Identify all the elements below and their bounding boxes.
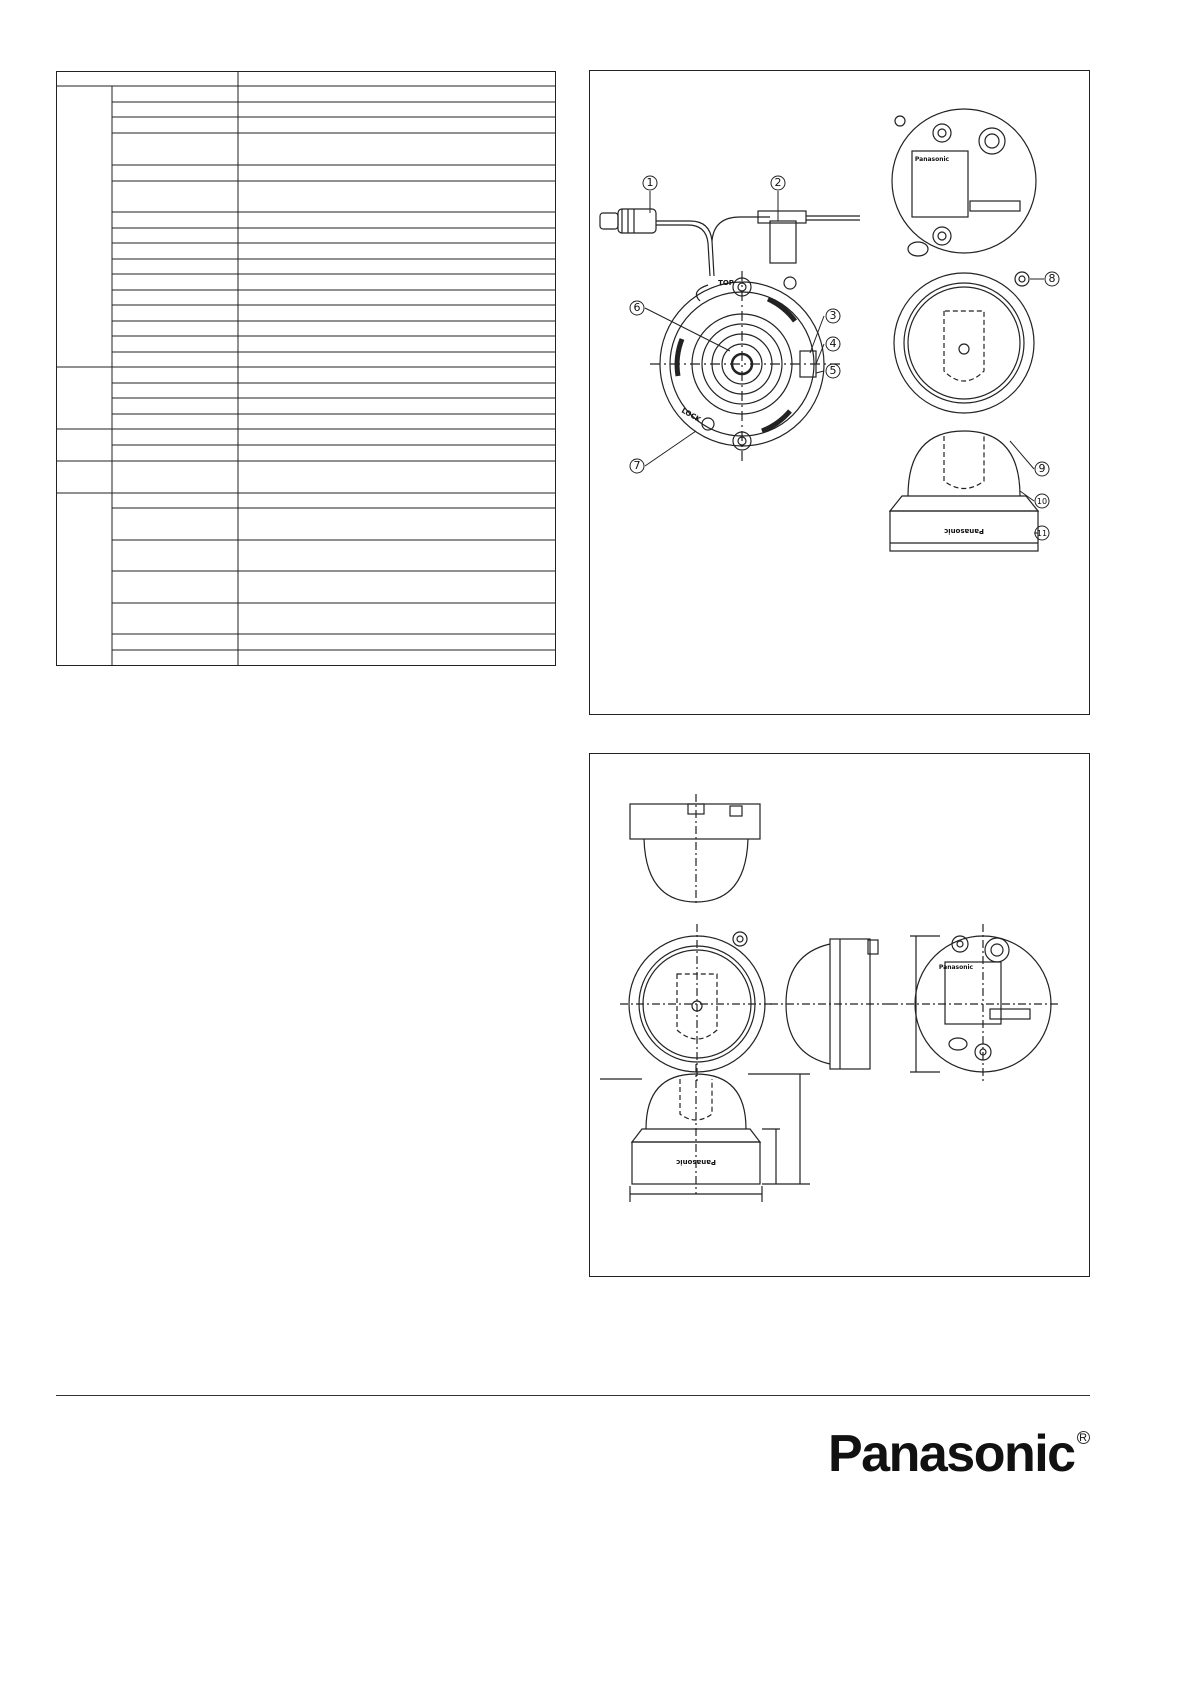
- camera-parts-drawing: [590, 71, 1091, 716]
- dims-dome-brand-label: Panasonic: [676, 1158, 716, 1166]
- callout-3: 3: [829, 309, 837, 322]
- callout-1: 1: [646, 176, 654, 189]
- lock-mark-label: LOCK: [680, 406, 702, 424]
- profile-view: [770, 939, 890, 1069]
- callout-11: 11: [1036, 529, 1048, 538]
- dome-front-view: [894, 272, 1034, 413]
- callout-6: 6: [633, 301, 641, 314]
- camera-body-top-view: [650, 271, 840, 461]
- bracket-view: [890, 924, 1060, 1084]
- cable-assembly: [600, 209, 860, 276]
- bracket-brand-label: Panasonic: [914, 156, 950, 163]
- front-view: [620, 924, 775, 1084]
- side-view-top: [630, 794, 760, 904]
- callout-8: 8: [1048, 272, 1056, 285]
- footer-divider: [56, 1395, 1090, 1396]
- registered-mark: R: [1077, 1431, 1090, 1444]
- dimension-drawing: [590, 754, 1091, 1278]
- callout-5: 5: [829, 364, 837, 377]
- top-mark-label: TOP: [718, 279, 734, 287]
- specification-table-grid: [56, 71, 556, 666]
- specification-table: [56, 71, 556, 666]
- callout-2: 2: [774, 176, 782, 189]
- bottom-side-view: [600, 1064, 810, 1202]
- dims-bracket-brand-label: Panasonic: [938, 964, 974, 971]
- brand-wordmark: Panasonic: [828, 1425, 1075, 1483]
- panasonic-logo: [828, 1425, 1090, 1498]
- dome-brand-label: Panasonic: [944, 527, 984, 535]
- base-bracket-view: [892, 109, 1036, 256]
- callout-7: 7: [633, 459, 641, 472]
- callout-10: 10: [1036, 497, 1048, 506]
- dimensions-diagram-panel: [589, 753, 1090, 1277]
- callout-9: 9: [1038, 462, 1046, 475]
- appearance-diagram-panel: [589, 70, 1090, 715]
- callout-4: 4: [829, 337, 837, 350]
